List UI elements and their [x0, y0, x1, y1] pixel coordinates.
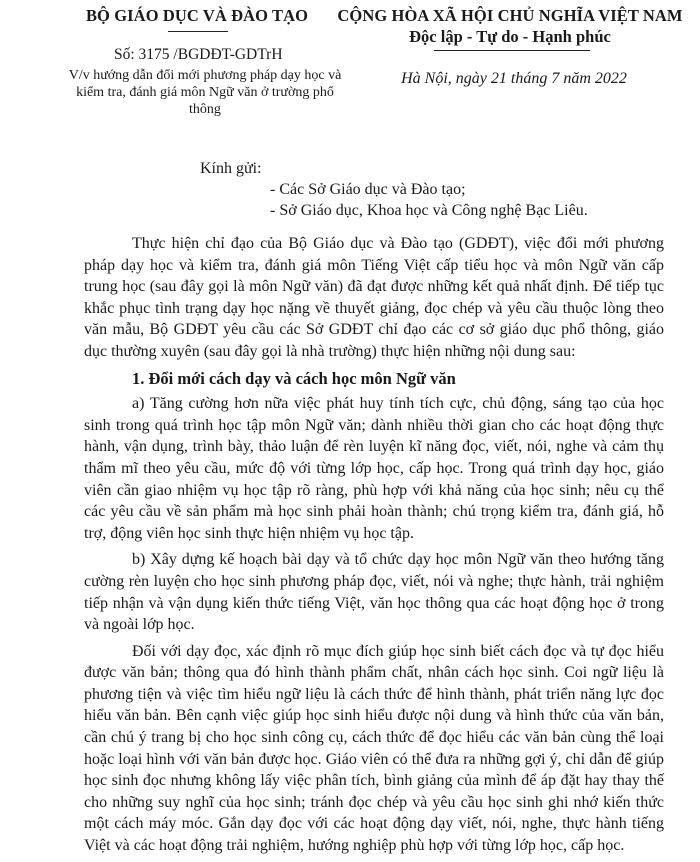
ministry-name: BỘ GIÁO DỤC VÀ ĐÀO TẠO	[85, 6, 309, 25]
intro-paragraph: Thực hiện chỉ đạo của Bộ Giáo dục và Đào tạo (GDĐT), việc đổi mới phương pháp dạy học và kiểm tra, đánh giá môn Tiếng Việt cấp tiểu học và môn Ngữ văn cấp trung học (sau đây gọi là môn Ngữ văn) đã đạt được những kết quả nhất định. Để tiếp tục khắc phục tình trạng dạy học nặng về thuyết giảng, đọc chép và yêu cầu thuộc lòng theo văn mẫu, Bộ GDĐT yêu cầu các Sở GDĐT chỉ đạo các cơ sở giáo dục phổ thông, giáo dục thường xuyên (sau đây gọi là nhà trường) thực hiện những nội dung sau:	[84, 235, 664, 360]
letter-body	[84, 233, 664, 862]
national-heading-block	[330, 6, 690, 88]
nation-name: CỘNG HÒA XÃ HỘI CHỦ NGHĨA VIỆT NAM	[337, 6, 683, 25]
issue-date: Hà Nội, ngày 21 tháng 7 năm 2022	[401, 70, 627, 87]
recipient-item: - Các Sở Giáo dục và Đào tạo;	[270, 181, 466, 198]
recipient-label: Kính gửi:	[200, 160, 262, 177]
ministry-underline	[168, 31, 228, 32]
section-heading: 1. Đổi mới cách dạy và cách học môn Ngữ văn	[132, 368, 456, 388]
national-motto: Độc lập - Tự do - Hạnh phúc	[409, 27, 611, 46]
issuer-block	[62, 6, 342, 118]
paragraph-reading: Đối với dạy đọc, xác định rõ mục đích giúp học sinh biết cách đọc và tự đọc hiểu được văn bản; thông qua đó hình thành phẩm chất, nhân cách học sinh. Coi ngữ liệu là phương tiện và việc tìm hiểu ngữ liệu là cách thức để hình thành, phát triển năng lực đọc hiểu văn bản. Bên cạnh việc giúp học sinh hiểu được nội dung và hình thức của văn bản, cần chú ý trang bị cho học sinh công cụ, cách thức để đọc hiểu các văn bản cùng thể loại hoặc loại hình với văn bản được học. Giáo viên có thể đưa ra những gợi ý, chỉ dẫn để giúp học sinh đọc nhưng không lấy việc phân tích, bình giảng của mình để áp đặt hay thay thế cho những suy nghĩ của học sinh; tránh đọc chép và yêu cầu học sinh ghi nhớ kiến thức một cách máy móc. Gắn dạy đọc với các hoạt động dạy viết, nói, nghe, thực hành tiếng Việt và các hoạt động trải nghiệm, hướng nghiệp phù hợp với từng lớp học, cấp học.	[84, 642, 664, 855]
document-subject: V/v hướng dẫn đổi mới phương pháp dạy học và kiểm tra, đánh giá môn Ngữ văn ở trường phổ thông	[68, 68, 342, 117]
recipient-item: - Sở Giáo dục, Khoa học và Công nghệ Bạc Liêu.	[270, 202, 588, 219]
recipient-list	[270, 179, 588, 221]
paragraph-b: b) Xây dựng kế hoạch bài dạy và tổ chức dạy học môn Ngữ văn theo hướng tăng cường rèn luyện cho học sinh phương pháp đọc, viết, nói và nghe; thực hành, trải nghiệm tiếp nhận và vận dụng kiến thức tiếng Việt, văn học thông qua các hoạt động học ở trong và ngoài lớp học.	[84, 551, 664, 634]
paragraph-a: a) Tăng cường hơn nữa việc phát huy tính tích cực, chủ động, sáng tạo của học sinh trong quá trình học tập môn Ngữ văn; dành nhiều thời gian cho các hoạt động thực hành, vận dụng, trình bày, thảo luận để rèn luyện kĩ năng đọc, viết, nói, nghe và cảm thụ thẩm mĩ theo yêu cầu, mức độ với từng lớp học, cấp học. Trong quá trình dạy học, giáo viên cần giao nhiệm vụ học tập rõ ràng, phù hợp với khả năng của học sinh; nêu cụ thể các yêu cầu về sản phẩm mà học sinh phải hoàn thành; chú trọng kiểm tra, đánh giá, hỗ trợ, động viên học sinh thực hiện nhiệm vụ học tập.	[84, 395, 664, 542]
motto-underline	[434, 50, 590, 51]
document-number: Số: 3175 /BGDĐT-GDTrH	[114, 46, 283, 63]
